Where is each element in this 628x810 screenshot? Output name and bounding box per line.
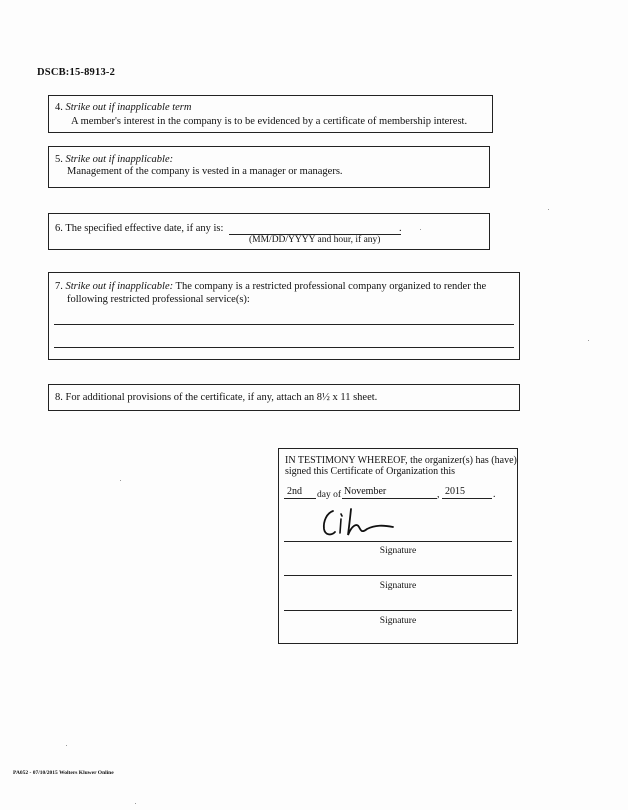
section-7-row: [55, 280, 486, 293]
section-6-number: 6.: [55, 223, 63, 234]
section-7-heading: Strike out if inapplicable:: [65, 281, 174, 292]
section-8-row: [55, 391, 377, 404]
section-7-number: 7.: [55, 281, 63, 292]
section-5-heading: Strike out if inapplicable:: [65, 154, 174, 165]
section-6-period: .: [399, 223, 402, 234]
scan-speck: [420, 229, 421, 230]
handwritten-signature: [317, 505, 397, 541]
section-5-body: Management of the company is vested in a manager or managers.: [67, 166, 343, 177]
section-6-text: The specified effective date, if any is:: [65, 223, 224, 234]
section-8-box: [48, 384, 520, 411]
testimony-line2: signed this Certificate of Organization this: [285, 466, 456, 477]
scan-speck: [120, 480, 121, 481]
service-line-1: [54, 324, 514, 325]
day-of-label: day of: [317, 490, 342, 500]
section-8-number: 8.: [55, 392, 63, 403]
section-4-body: A member's interest in the company is to be evidenced by a certificate of membership interest.: [71, 116, 468, 127]
scan-speck: [588, 340, 589, 341]
year-line: [442, 498, 492, 499]
testimony-line1: IN TESTIMONY WHEREOF, the organizer(s) has (have): [285, 455, 517, 466]
section-6-box: [48, 213, 490, 250]
section-4-number: 4.: [55, 102, 63, 113]
section-5-number: 5.: [55, 154, 63, 165]
service-line-2: [54, 347, 514, 348]
section-7-box: [48, 272, 520, 360]
scan-speck: [548, 209, 549, 210]
signing-month: November: [344, 486, 387, 497]
scan-speck: [66, 745, 67, 746]
section-5-box: [48, 146, 490, 188]
section-8-text: For additional provisions of the certificate, if any, attach an 8½ x 11 sheet.: [65, 392, 378, 403]
signature-line-2: [284, 575, 512, 576]
date-period: .: [493, 489, 496, 500]
scan-speck: [135, 803, 136, 804]
signature-label-1: Signature: [379, 546, 417, 556]
signature-label-3: Signature: [379, 616, 417, 626]
month-line: [342, 498, 437, 499]
section-4-heading-row: [55, 101, 191, 114]
signature-line-3: [284, 610, 512, 611]
signature-label-2: Signature: [379, 581, 417, 591]
section-7-line1: The company is a restricted professional company organized to render the: [175, 281, 487, 292]
signature-line-1: [284, 541, 512, 542]
section-4-heading: Strike out if inapplicable term: [65, 102, 192, 113]
signing-year: 2015: [445, 486, 465, 497]
date-comma: ,: [437, 489, 440, 500]
testimony-box: [278, 448, 518, 644]
section-6-row: [55, 222, 223, 235]
page-footer: PA052 - 07/10/2015 Wolters Kluwer Online: [13, 770, 114, 776]
day-line: [284, 498, 316, 499]
date-format-hint: (MM/DD/YYYY and hour, if any): [249, 235, 381, 245]
document-id: DSCB:15-8913-2: [37, 67, 116, 78]
section-7-line2: following restricted professional service(s):: [67, 294, 250, 305]
section-4-box: [48, 95, 493, 133]
signing-day: 2nd: [287, 486, 302, 497]
